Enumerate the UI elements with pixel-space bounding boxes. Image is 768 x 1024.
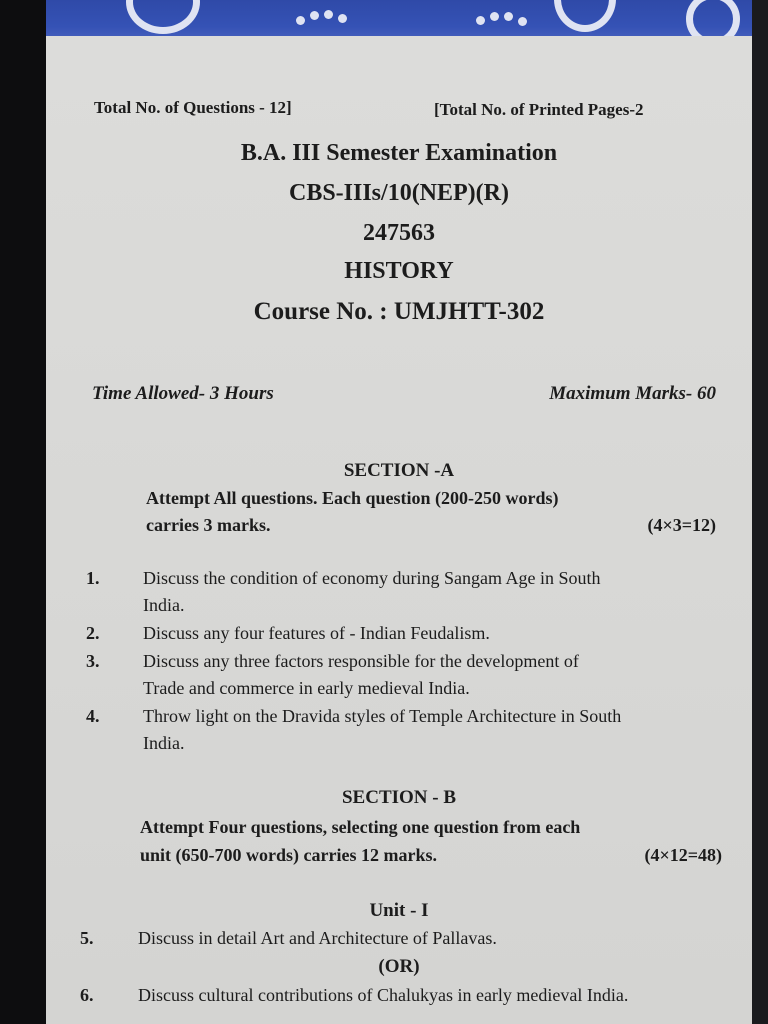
cloth-pattern-dot xyxy=(476,16,485,25)
section-b-instruction: unit (650-700 words) carries 12 marks. xyxy=(140,845,437,865)
question-text: Trade and commerce in early medieval India. xyxy=(143,678,470,698)
question-number: 4. xyxy=(86,706,100,726)
section-a-marks: (4×3=12) xyxy=(647,515,716,535)
course-number: Course No. : UMJHTT-302 xyxy=(253,298,545,325)
question-text: Discuss the condition of economy during Sangam Age in South xyxy=(143,568,601,588)
cloth-pattern-dot xyxy=(310,11,319,20)
section-b-instruction: Attempt Four questions, selecting one question from each xyxy=(140,817,581,837)
question-text: India. xyxy=(143,733,185,753)
question-text: Discuss cultural contributions of Chalukyas in early medieval India. xyxy=(138,985,629,1005)
cloth-pattern-dot xyxy=(324,10,333,19)
section-b-heading: SECTION - B xyxy=(341,787,457,808)
cloth-pattern-dot xyxy=(490,12,499,21)
question-number: 6. xyxy=(80,985,94,1005)
cloth-pattern-swirl xyxy=(126,0,200,34)
question-number: 5. xyxy=(80,928,94,948)
total-questions-label: Total No. of Questions - 12] xyxy=(94,98,292,117)
question-text: Discuss any four features of - Indian Feudalism. xyxy=(143,623,490,643)
section-a-instruction: Attempt All questions. Each question (200-250 words) xyxy=(146,488,559,508)
section-a-instruction: carries 3 marks. xyxy=(146,515,271,535)
section-b-marks: (4×12=48) xyxy=(644,845,722,865)
question-text: Throw light on the Dravida styles of Temple Architecture in South xyxy=(143,706,622,726)
question-text: Discuss any three factors responsible for the development of xyxy=(143,651,579,671)
question-number: 2. xyxy=(86,623,100,643)
question-text: India. xyxy=(143,595,185,615)
section-a-heading: SECTION -A xyxy=(343,460,455,481)
exam-title: B.A. III Semester Examination xyxy=(240,140,558,166)
time-allowed: Time Allowed- 3 Hours xyxy=(92,383,274,404)
unit-heading: Unit - I xyxy=(369,900,429,921)
exam-code: CBS-IIIs/10(NEP)(R) xyxy=(288,180,509,206)
right-shadow-edge xyxy=(752,0,768,1024)
question-text: Discuss in detail Art and Architecture of Pallavas. xyxy=(138,928,497,948)
cloth-pattern-dot xyxy=(338,14,347,23)
maximum-marks: Maximum Marks- 60 xyxy=(549,383,716,404)
paper-number: 247563 xyxy=(363,220,435,246)
cloth-pattern-dot xyxy=(518,17,527,26)
cloth-pattern-dot xyxy=(296,16,305,25)
question-number: 1. xyxy=(86,568,100,588)
or-separator: (OR) xyxy=(378,956,420,977)
cloth-pattern-swirl xyxy=(554,0,616,32)
question-number: 3. xyxy=(86,651,100,671)
total-pages-label: [Total No. of Printed Pages-2 xyxy=(434,100,644,119)
cloth-pattern-dot xyxy=(504,12,513,21)
left-shadow-edge xyxy=(0,0,46,1024)
subject-title: HISTORY xyxy=(344,258,454,284)
